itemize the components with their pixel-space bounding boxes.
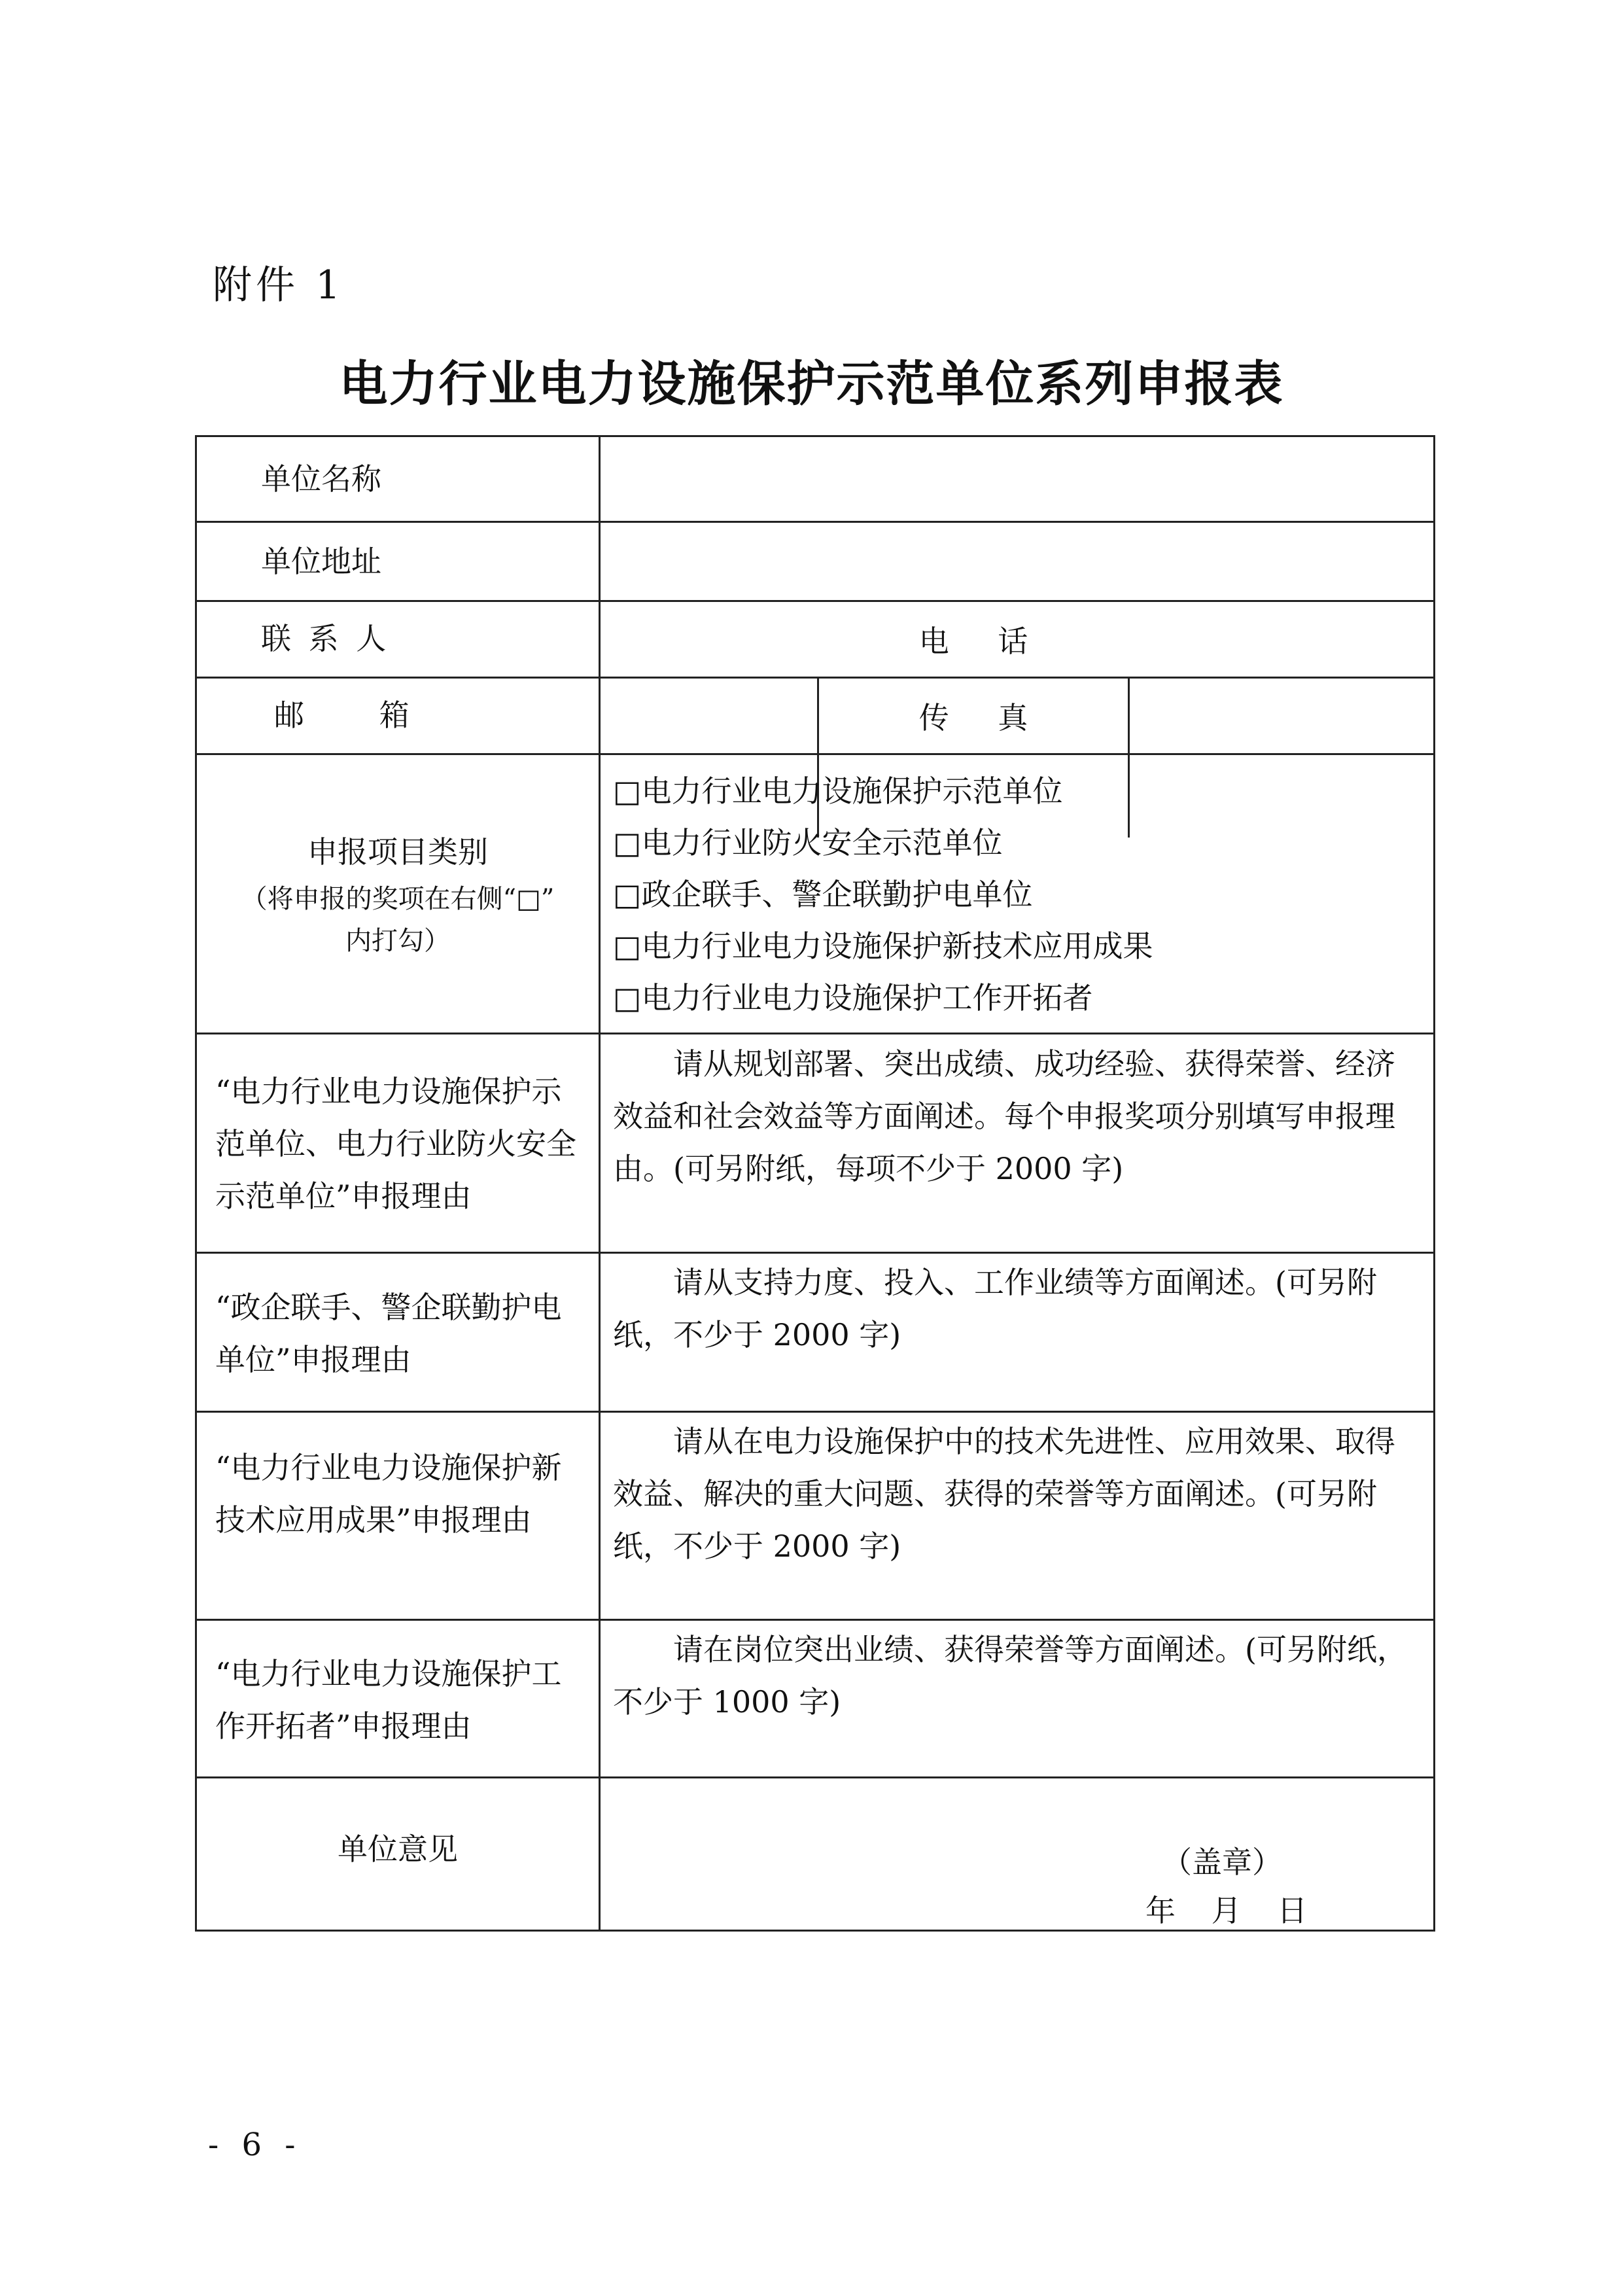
seal-label: （盖章）: [1162, 1845, 1282, 1880]
row-divider: [197, 1619, 1433, 1621]
fax-label: 传 真: [918, 700, 1028, 735]
unit-address-field[interactable]: [602, 523, 1433, 600]
form-title: 电力行业电力设施保护示范单位系列申报表: [339, 356, 1284, 412]
contact-label: 联 系 人: [261, 621, 391, 656]
reason-instruction[interactable]: 请从规划部署、突出成绩、成功经验、获得荣誉、经济效益和社会效益等方面阐述。每个申报奖项分别填写申报理由。(可另附纸，每项不少于 2000 字): [613, 1046, 1395, 1186]
unit-opinion-label: 单位意见: [338, 1831, 458, 1867]
reason-label: “电力行业电力设施保护工作开拓者”申报理由: [215, 1656, 562, 1744]
category-label: 申报项目类别: [307, 834, 488, 870]
phone-label: 电 话: [918, 624, 1028, 659]
reason-label: “电力行业电力设施保护新技术应用成果”申报理由: [215, 1450, 562, 1538]
category-option-checkbox[interactable]: □电力行业电力设施保护工作开拓者: [613, 980, 1093, 1016]
category-option-checkbox[interactable]: □电力行业防火安全示范单位: [613, 825, 1003, 860]
reason-label: “政企联手、警企联勤护电单位”申报理由: [215, 1290, 562, 1377]
attachment-label: 附件 1: [213, 262, 345, 308]
category-option-checkbox[interactable]: □电力行业电力设施保护示范单位: [613, 773, 1063, 809]
fax-field[interactable]: [1130, 679, 1433, 753]
category-hint: 内打勾）: [345, 926, 450, 956]
category-options: [613, 766, 1424, 1024]
unit-name-field[interactable]: [602, 439, 1433, 521]
row-divider: [197, 1411, 1433, 1413]
unit-name-label: 单位名称: [261, 461, 381, 497]
category-option-checkbox[interactable]: □政企联手、警企联勤护电单位: [613, 877, 1033, 912]
contact-field[interactable]: [602, 602, 817, 677]
application-form-table: [195, 435, 1435, 1932]
reason-instruction[interactable]: 请从在电力设施保护中的技术先进性、应用效果、取得效益、解决的重大问题、获得的荣誉等方面阐述。(可另附纸，不少于 2000 字): [613, 1424, 1395, 1564]
reason-instruction[interactable]: 请在岗位突出业绩、获得荣誉等方面阐述。(可另附纸，不少于 1000 字): [613, 1632, 1407, 1720]
category-label-block: [197, 755, 599, 1033]
page-number: - 6 -: [208, 2127, 302, 2163]
row-divider: [197, 1252, 1433, 1254]
column-divider: [599, 437, 601, 1930]
date-label: 年 月 日: [1145, 1893, 1308, 1928]
unit-address-label: 单位地址: [261, 544, 381, 579]
category-option-checkbox[interactable]: □电力行业电力设施保护新技术应用成果: [613, 928, 1153, 964]
email-field[interactable]: [602, 679, 817, 753]
category-hint: （将申报的奖项在右侧“□”: [241, 884, 555, 914]
unit-opinion-field[interactable]: [602, 1778, 1433, 1930]
phone-field[interactable]: [1130, 602, 1433, 677]
row-divider: [197, 1033, 1433, 1034]
reason-label: “电力行业电力设施保护示范单位、电力行业防火安全示范单位”申报理由: [215, 1074, 576, 1214]
email-label: 邮 箱: [274, 698, 410, 733]
reason-instruction[interactable]: 请从支持力度、投入、工作业绩等方面阐述。(可另附纸，不少于 2000 字): [613, 1265, 1377, 1352]
